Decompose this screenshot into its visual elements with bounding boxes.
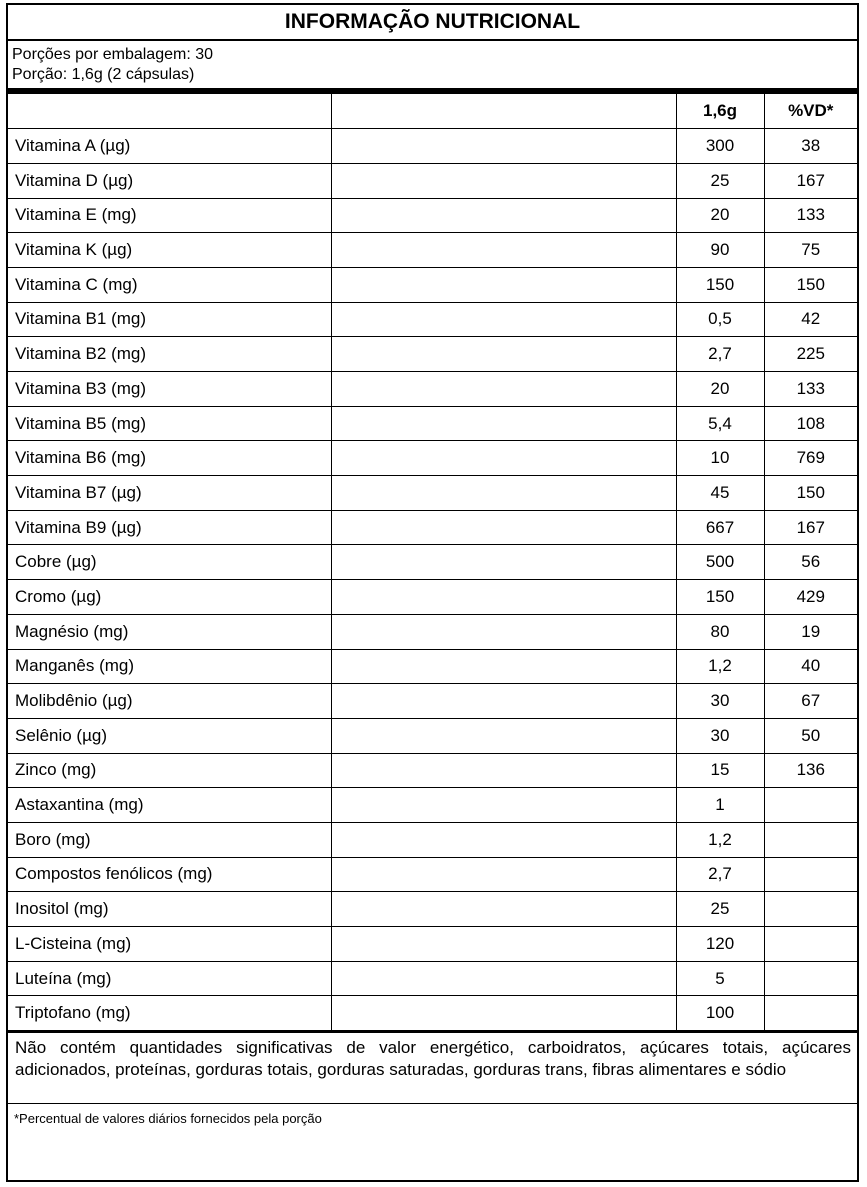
- nutrient-amount: 5: [676, 961, 764, 996]
- header-vd: %VD*: [764, 94, 857, 129]
- nutrient-vd: 225: [764, 337, 857, 372]
- table-row: [8, 476, 857, 511]
- table-row: [8, 163, 857, 198]
- nutrient-amount: 300: [676, 129, 764, 164]
- nutrient-amount: 1,2: [676, 649, 764, 684]
- nutrient-amount: 20: [676, 372, 764, 407]
- table-row: [8, 996, 857, 1031]
- header-nutrient: [8, 94, 331, 129]
- blank-cell: [331, 788, 676, 823]
- blank-cell: [331, 927, 676, 962]
- blank-cell: [331, 267, 676, 302]
- nutrient-vd: 133: [764, 198, 857, 233]
- blank-cell: [331, 614, 676, 649]
- nutrient-name: Triptofano (mg): [8, 996, 331, 1031]
- blank-cell: [331, 337, 676, 372]
- nutrient-vd: 67: [764, 684, 857, 719]
- table-row: [8, 614, 857, 649]
- nutrient-amount: 0,5: [676, 302, 764, 337]
- nutrient-amount: 45: [676, 476, 764, 511]
- nutrient-vd: [764, 996, 857, 1031]
- nutrient-name: Zinco (mg): [8, 753, 331, 788]
- nutrient-vd: [764, 892, 857, 927]
- table-row: [8, 580, 857, 615]
- nutrient-amount: 667: [676, 510, 764, 545]
- nutrient-name: Vitamina B3 (mg): [8, 372, 331, 407]
- blank-cell: [331, 822, 676, 857]
- table-row: [8, 372, 857, 407]
- nutrient-amount: 90: [676, 233, 764, 268]
- table-row: [8, 337, 857, 372]
- table-row: [8, 129, 857, 164]
- nutrient-amount: 120: [676, 927, 764, 962]
- table-row: [8, 892, 857, 927]
- nutrient-name: Vitamina D (µg): [8, 163, 331, 198]
- nutrition-facts-panel: [6, 3, 859, 1182]
- blank-cell: [331, 684, 676, 719]
- table-row: [8, 684, 857, 719]
- table-row: [8, 267, 857, 302]
- blank-cell: [331, 406, 676, 441]
- nutrient-amount: 2,7: [676, 337, 764, 372]
- nutrient-vd: 167: [764, 510, 857, 545]
- header-blank: [331, 94, 676, 129]
- nutrient-name: Boro (mg): [8, 822, 331, 857]
- table-row: [8, 857, 857, 892]
- nutrient-amount: 25: [676, 892, 764, 927]
- nutrient-name: Selênio (µg): [8, 718, 331, 753]
- blank-cell: [331, 892, 676, 927]
- table-row: [8, 788, 857, 823]
- nutrient-amount: 1: [676, 788, 764, 823]
- nutrient-name: Vitamina B2 (mg): [8, 337, 331, 372]
- nutrient-vd: 42: [764, 302, 857, 337]
- nutrient-name: Cobre (µg): [8, 545, 331, 580]
- nutrient-name: Astaxantina (mg): [8, 788, 331, 823]
- table-row: [8, 302, 857, 337]
- table-row: [8, 822, 857, 857]
- nutrient-amount: 80: [676, 614, 764, 649]
- blank-cell: [331, 233, 676, 268]
- nutrient-amount: 2,7: [676, 857, 764, 892]
- blank-cell: [331, 163, 676, 198]
- table-row: [8, 961, 857, 996]
- table-row: [8, 753, 857, 788]
- table-row: [8, 198, 857, 233]
- nutrient-vd: [764, 822, 857, 857]
- nutrient-name: Vitamina C (mg): [8, 267, 331, 302]
- table-header-row: [8, 94, 857, 129]
- header-amount: 1,6g: [676, 94, 764, 129]
- nutrient-name: Compostos fenólicos (mg): [8, 857, 331, 892]
- blank-cell: [331, 198, 676, 233]
- table-row: [8, 233, 857, 268]
- nutrient-amount: 100: [676, 996, 764, 1031]
- blank-cell: [331, 996, 676, 1031]
- servings-per-package: Porções por embalagem: 30: [12, 46, 213, 63]
- nutrient-amount: 15: [676, 753, 764, 788]
- panel-title: INFORMAÇÃO NUTRICIONAL: [8, 5, 857, 41]
- blank-cell: [331, 857, 676, 892]
- nutrient-name: Luteína (mg): [8, 961, 331, 996]
- nutrient-name: Molibdênio (µg): [8, 684, 331, 719]
- nutrient-name: Inositol (mg): [8, 892, 331, 927]
- nutrient-amount: 150: [676, 267, 764, 302]
- portion-info: [8, 41, 857, 94]
- nutrient-vd: [764, 961, 857, 996]
- nutrient-vd: 38: [764, 129, 857, 164]
- nutrient-vd: 108: [764, 406, 857, 441]
- nutrient-vd: 75: [764, 233, 857, 268]
- nutrient-vd: 429: [764, 580, 857, 615]
- blank-cell: [331, 476, 676, 511]
- table-row: [8, 406, 857, 441]
- table-row: [8, 927, 857, 962]
- nutrient-vd: 19: [764, 614, 857, 649]
- nutrient-amount: 30: [676, 684, 764, 719]
- table-row: [8, 649, 857, 684]
- nutrition-note: Não contém quantidades significativas de valor energético, carboidratos, açúcares totais, açúcares adicionados, proteínas, gorduras totais, gorduras saturadas, gorduras trans, fibras alimentares e sódio: [8, 1031, 857, 1103]
- blank-cell: [331, 580, 676, 615]
- nutrient-vd: [764, 857, 857, 892]
- table-row: [8, 545, 857, 580]
- nutrient-name: Vitamina B5 (mg): [8, 406, 331, 441]
- nutrient-vd: 136: [764, 753, 857, 788]
- vd-footnote: *Percentual de valores diários fornecidos pela porção: [8, 1103, 857, 1134]
- blank-cell: [331, 372, 676, 407]
- nutrient-vd: 769: [764, 441, 857, 476]
- table-row: [8, 510, 857, 545]
- table-row: [8, 718, 857, 753]
- nutrient-amount: 20: [676, 198, 764, 233]
- nutrient-amount: 30: [676, 718, 764, 753]
- nutrient-table: [8, 94, 857, 1031]
- nutrient-name: Vitamina B1 (mg): [8, 302, 331, 337]
- table-row: [8, 441, 857, 476]
- nutrient-amount: 1,2: [676, 822, 764, 857]
- blank-cell: [331, 441, 676, 476]
- nutrient-name: Vitamina B6 (mg): [8, 441, 331, 476]
- nutrient-amount: 25: [676, 163, 764, 198]
- nutrient-vd: [764, 927, 857, 962]
- nutrient-vd: [764, 788, 857, 823]
- blank-cell: [331, 753, 676, 788]
- blank-cell: [331, 718, 676, 753]
- nutrient-name: Cromo (µg): [8, 580, 331, 615]
- nutrient-vd: 167: [764, 163, 857, 198]
- nutrient-name: Vitamina E (mg): [8, 198, 331, 233]
- nutrient-vd: 150: [764, 267, 857, 302]
- nutrient-vd: 50: [764, 718, 857, 753]
- nutrient-vd: 133: [764, 372, 857, 407]
- blank-cell: [331, 129, 676, 164]
- nutrient-name: Magnésio (mg): [8, 614, 331, 649]
- nutrient-name: L-Cisteina (mg): [8, 927, 331, 962]
- nutrient-amount: 500: [676, 545, 764, 580]
- nutrient-name: Vitamina A (µg): [8, 129, 331, 164]
- nutrient-vd: 150: [764, 476, 857, 511]
- nutrient-name: Vitamina B9 (µg): [8, 510, 331, 545]
- nutrient-vd: 40: [764, 649, 857, 684]
- blank-cell: [331, 649, 676, 684]
- blank-cell: [331, 510, 676, 545]
- nutrient-name: Manganês (mg): [8, 649, 331, 684]
- nutrient-amount: 150: [676, 580, 764, 615]
- nutrient-name: Vitamina B7 (µg): [8, 476, 331, 511]
- serving-size: Porção: 1,6g (2 cápsulas): [12, 66, 195, 83]
- blank-cell: [331, 545, 676, 580]
- nutrient-amount: 5,4: [676, 406, 764, 441]
- nutrient-vd: 56: [764, 545, 857, 580]
- nutrient-name: Vitamina K (µg): [8, 233, 331, 268]
- blank-cell: [331, 302, 676, 337]
- nutrient-amount: 10: [676, 441, 764, 476]
- blank-cell: [331, 961, 676, 996]
